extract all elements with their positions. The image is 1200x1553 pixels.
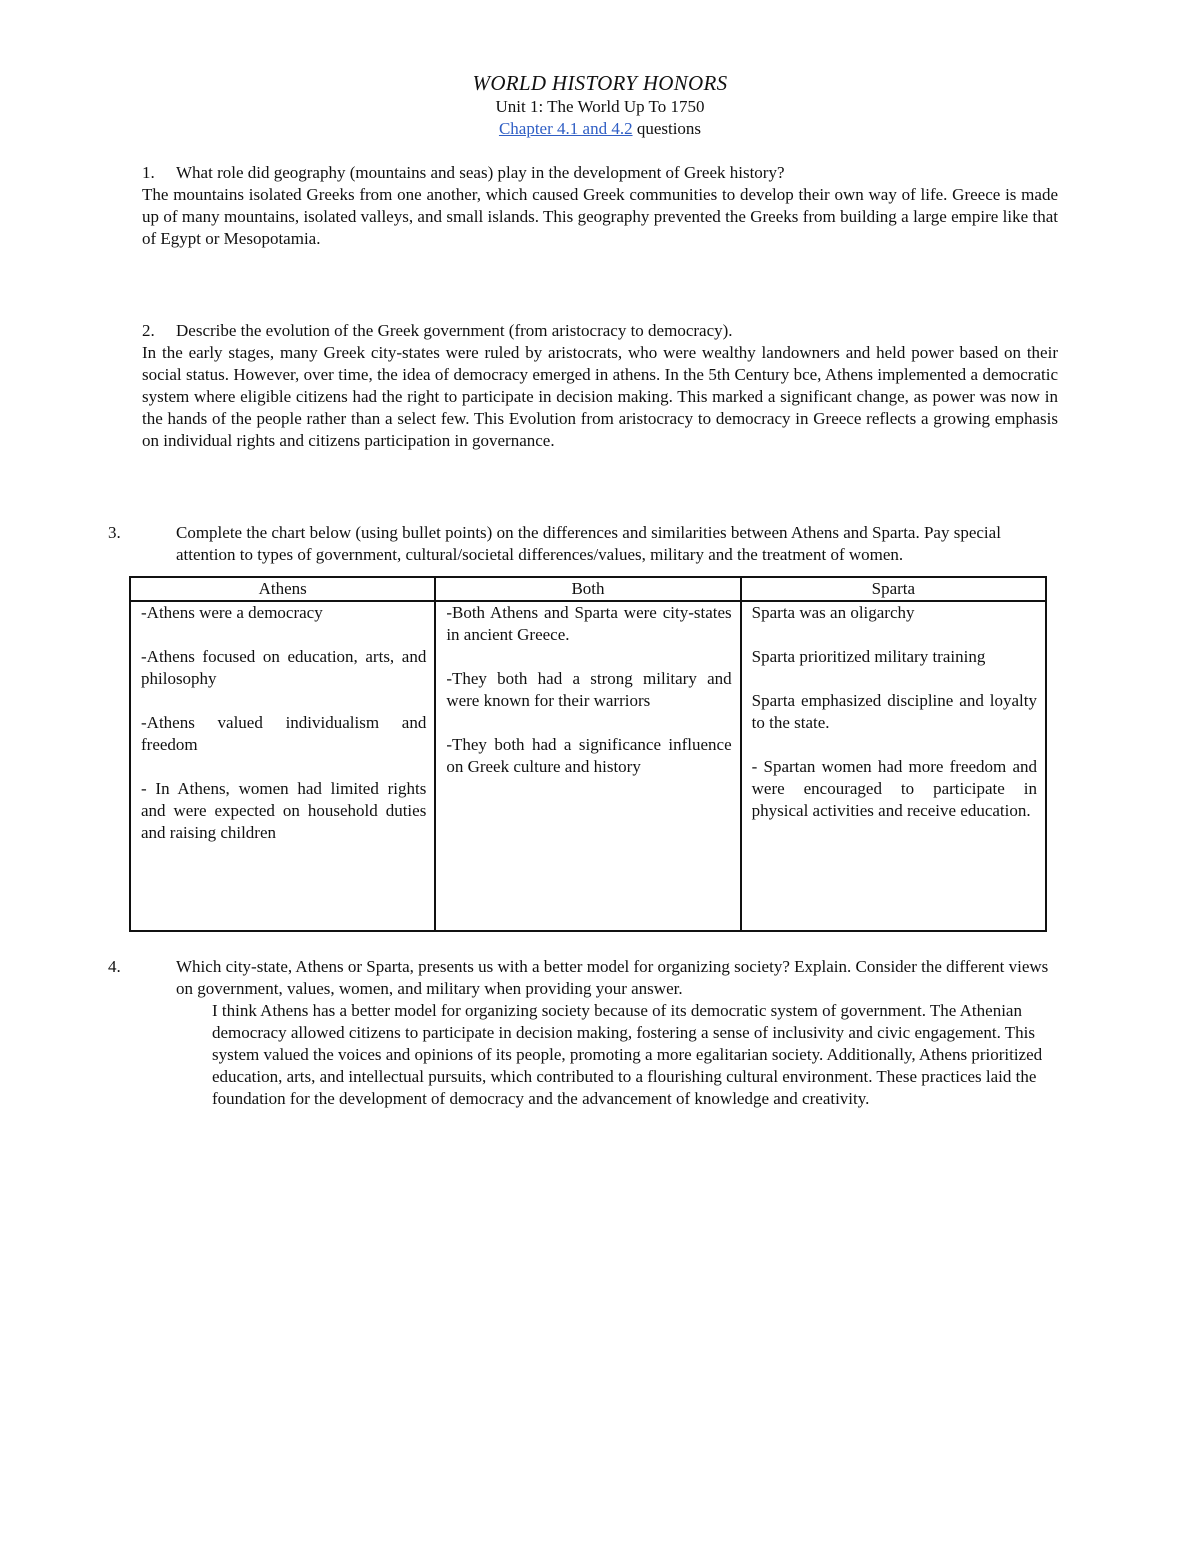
- sparta-cell[interactable]: [741, 601, 1046, 931]
- question-3-number: 3.: [108, 523, 121, 542]
- header-athens: Athens: [130, 577, 435, 601]
- table-body-row: [130, 601, 1046, 931]
- header-sparta: Sparta: [741, 577, 1046, 601]
- question-1: [142, 162, 1058, 184]
- question-4: [108, 956, 1058, 1000]
- sparta-item: Sparta was an oligarchy: [751, 603, 915, 622]
- question-4-text: Which city-state, Athens or Sparta, presents us with a better model for organizing society? Explain. Consider the different views on government, values, women, and military when providing your answer.: [176, 957, 1049, 998]
- sparta-item: Sparta prioritized military training: [751, 647, 986, 666]
- question-2-text: Describe the evolution of the Greek government (from aristocracy to democracy).: [176, 321, 733, 340]
- athens-item: -Athens focused on education, arts, and philosophy: [141, 647, 427, 688]
- question-3-block: [108, 522, 1058, 932]
- sparta-item: Sparta emphasized discipline and loyalty to the state.: [751, 691, 1037, 732]
- question-4-number: 4.: [108, 957, 121, 976]
- athens-item: -Athens were a democracy: [141, 603, 323, 622]
- question-2: [142, 320, 1058, 342]
- athens-cell[interactable]: [130, 601, 435, 931]
- question-1-number: 1.: [142, 163, 155, 182]
- chapter-link[interactable]: Chapter 4.1 and 4.2: [498, 119, 633, 138]
- answer-4: I think Athens has a better model for organizing society because of its democratic system of government. The Athenian democracy allowed citizens to participate in decision making, fostering a sense of inclusivity and civic engagement. This system valued the voices and opinions of its people, promoting a more egalitarian society. Additionally, Athens prioritized education, arts, and intellectual pursuits, which contributed to a flourishing cultural environment. These practices laid the foundation for the development of democracy and the advancement of knowledge and creativity.: [212, 1001, 1043, 1108]
- athens-item: -Athens valued individualism and freedom: [141, 713, 427, 754]
- document-page: [108, 70, 1058, 1110]
- table-header-row: [130, 577, 1046, 601]
- both-item: -They both had a significance influence on Greek culture and history: [446, 735, 732, 776]
- both-item: -They both had a strong military and were known for their warriors: [446, 669, 732, 710]
- question-2-block: [142, 320, 1058, 452]
- question-2-number: 2.: [142, 321, 155, 340]
- question-3-text: Complete the chart below (using bullet points) on the differences and similarities between Athens and Sparta. Pay special attention to types of government, cultural/societal differences/values, military and the treatment of women.: [176, 523, 1001, 564]
- unit-subtitle: Unit 1: The World Up To 1750: [495, 97, 705, 116]
- chapter-line: [142, 118, 1058, 140]
- chapter-suffix: questions: [632, 119, 702, 138]
- both-item: -Both Athens and Sparta were city-states in ancient Greece.: [446, 603, 732, 644]
- comparison-table: [129, 576, 1047, 932]
- answer-2: In the early stages, many Greek city-states were ruled by aristocrats, who were wealthy landowners and held power based on their social status. However, over time, the idea of democracy emerged in athens. In the 5th Century bce, Athens implemented a democratic system where eligible citizens had the right to participate in decision making. This marked a significant change, as power was now in the hands of the people rather than a select few. This Evolution from aristocracy to democracy in Greece reflects a growing emphasis on individual rights and citizens participation in governance.: [142, 343, 1058, 450]
- question-1-text: What role did geography (mountains and seas) play in the development of Greek history?: [176, 163, 785, 182]
- header-both: Both: [435, 577, 740, 601]
- question-4-block: [108, 956, 1058, 1110]
- question-3: [108, 522, 1058, 566]
- question-1-block: [142, 162, 1058, 250]
- both-cell[interactable]: [435, 601, 740, 931]
- document-title: WORLD HISTORY HONORS: [472, 71, 728, 95]
- athens-item: - In Athens, women had limited rights and were expected on household duties and raising children: [141, 779, 427, 842]
- answer-1: The mountains isolated Greeks from one another, which caused Greek communities to develop their own way of life. Greece is made up of many mountains, isolated valleys, and small islands. This geography prevented the Greeks from building a large empire like that of Egypt or Mesopotamia.: [142, 185, 1058, 248]
- sparta-item: - Spartan women had more freedom and were encouraged to participate in physical activities and receive education.: [751, 757, 1037, 820]
- document-header: [142, 70, 1058, 140]
